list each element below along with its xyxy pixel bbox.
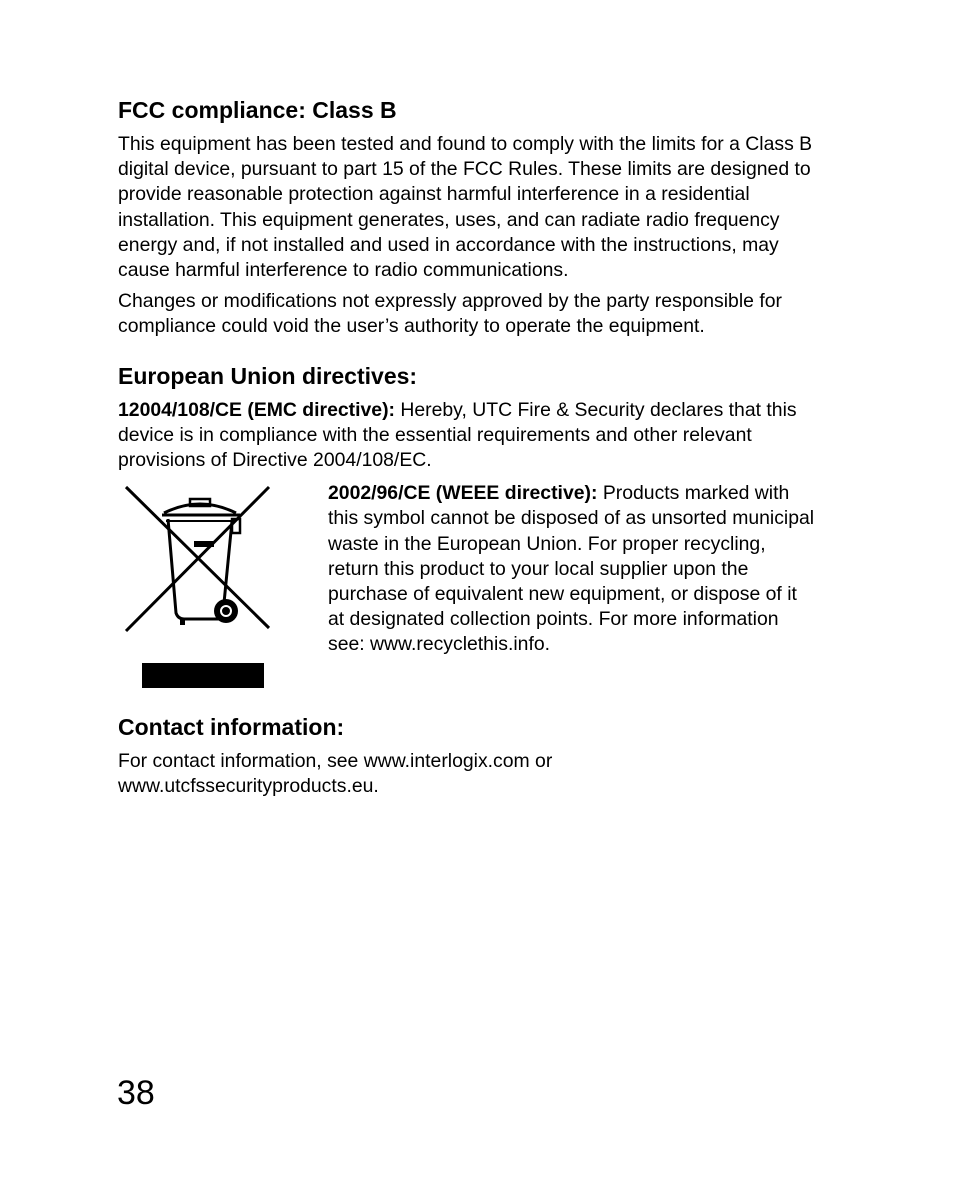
weee-directive-label: 2002/96/CE (WEEE directive):	[328, 482, 598, 505]
weee-directive-text-block	[328, 481, 818, 691]
fcc-paragraph-2: Changes or modifications not expressly approved by the party responsible for compliance could void the user’s authority to operate the equipment.	[118, 290, 782, 338]
crossed-out-wheelie-bin-icon	[118, 481, 328, 691]
emc-directive-label: 12004/108/CE (EMC directive):	[118, 398, 395, 421]
contact-section	[118, 713, 818, 799]
contact-paragraph: For contact information, see www.interlogix.com or www.utcfssecurityproducts.eu.	[118, 750, 553, 798]
weee-directive-text: Products marked with this symbol cannot be disposed of as unsorted municipal waste in the European Union. For proper recycling, return this product to your local supplier upon the purchase of equivalent new equipment, or dispose of it at designated collection points. For more information see: www.recyclethis.info.	[328, 482, 815, 656]
weee-directive-paragraph	[328, 481, 818, 657]
fcc-heading: FCC compliance: Class B	[118, 97, 397, 123]
page-number: 38	[117, 1074, 155, 1112]
page-content	[118, 96, 818, 806]
weee-block	[118, 481, 818, 691]
emc-directive-text: Hereby, UTC Fire & Security declares that this device is in compliance with the essential requirements and other relevant provisions of Directive 2004/108/EC.	[118, 398, 797, 472]
emc-directive-paragraph	[118, 398, 818, 474]
fcc-paragraph-1: This equipment has been tested and found to comply with the limits for a Class B digital device, pursuant to part 15 of the FCC Rules. These limits are designed to provide reasonable protection against harmful interference in a residential installation. This equipment generates, uses, and can radiate radio frequency energy and, if not installed and used in accordance with the instructions, may cause harmful interference to radio communications.	[118, 133, 813, 282]
eu-directives-section	[118, 362, 818, 692]
fcc-section	[118, 96, 818, 340]
eu-heading: European Union directives:	[118, 362, 418, 389]
contact-heading: Contact information:	[118, 714, 345, 741]
